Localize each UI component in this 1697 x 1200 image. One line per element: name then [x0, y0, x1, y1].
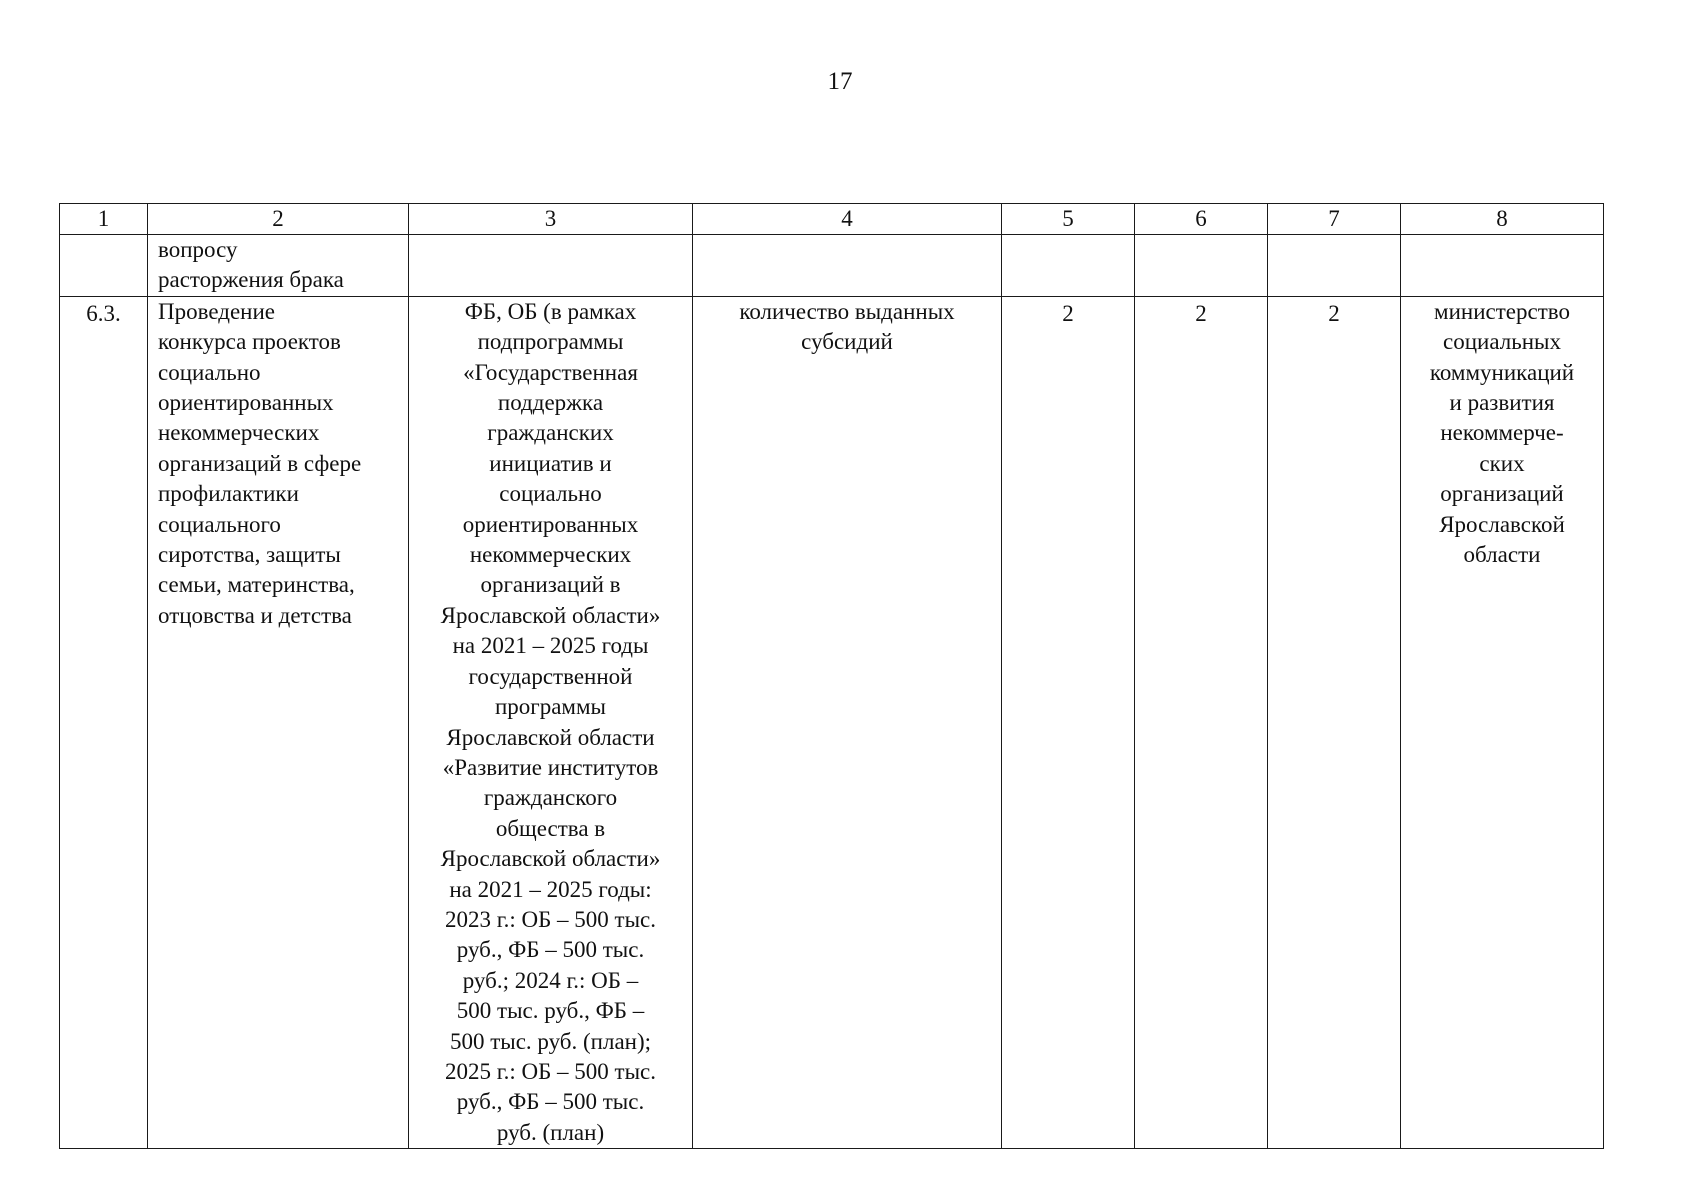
- cell-responsible-executor: министерство социальных коммуникаций и развития некоммерче- ских организаций Ярославской области: [1401, 296, 1604, 1148]
- cell-empty: [1268, 235, 1401, 297]
- header-col-5: 5: [1002, 204, 1135, 235]
- header-col-4: 4: [693, 204, 1002, 235]
- header-col-2: 2: [148, 204, 409, 235]
- cell-empty: [409, 235, 693, 297]
- cell-measure-continuation: вопросу расторжения брака: [148, 235, 409, 297]
- table-row-6-3: [60, 296, 1604, 1148]
- cell-value-col6: 2: [1135, 296, 1268, 1148]
- header-col-3: 3: [409, 204, 693, 235]
- measures-table: [59, 203, 1604, 1149]
- table-header-row: [60, 204, 1604, 235]
- cell-funding-source: ФБ, ОБ (в рамках подпрограммы «Государственная поддержка гражданских инициатив и социально ориентированных некоммерческих организаций в Ярославской области» на 2021 – 2025 годы государственной программы Ярославской области «Развитие институтов гражданского общества в Ярославской области» на 2021 – 2025 годы: 2023 г.: ОБ – 500 тыс. руб., ФБ – 500 тыс. руб.; 2024 г.: ОБ – 500 тыс. руб., ФБ – 500 тыс. руб. (план); 2025 г.: ОБ – 500 тыс. руб., ФБ – 500 тыс. руб. (план): [409, 296, 693, 1148]
- cell-empty: [1135, 235, 1268, 297]
- cell-empty: [1401, 235, 1604, 297]
- cell-empty: [1002, 235, 1135, 297]
- page-number: 17: [827, 68, 853, 95]
- header-col-8: 8: [1401, 204, 1604, 235]
- header-col-7: 7: [1268, 204, 1401, 235]
- cell-item-number: 6.3.: [60, 296, 148, 1148]
- table-row-continuation: [60, 235, 1604, 297]
- header-col-1: 1: [60, 204, 148, 235]
- cell-indicator: количество выданных субсидий: [693, 296, 1002, 1148]
- cell-measure-name: Проведение конкурса проектов социально ориентированных некоммерческих организаций в сфере профилактики социального сиротства, защиты семьи, материнства, отцовства и детства: [148, 296, 409, 1148]
- cell-value-col5: 2: [1002, 296, 1135, 1148]
- cell-empty: [693, 235, 1002, 297]
- header-col-6: 6: [1135, 204, 1268, 235]
- cell-empty: [60, 235, 148, 297]
- cell-value-col7: 2: [1268, 296, 1401, 1148]
